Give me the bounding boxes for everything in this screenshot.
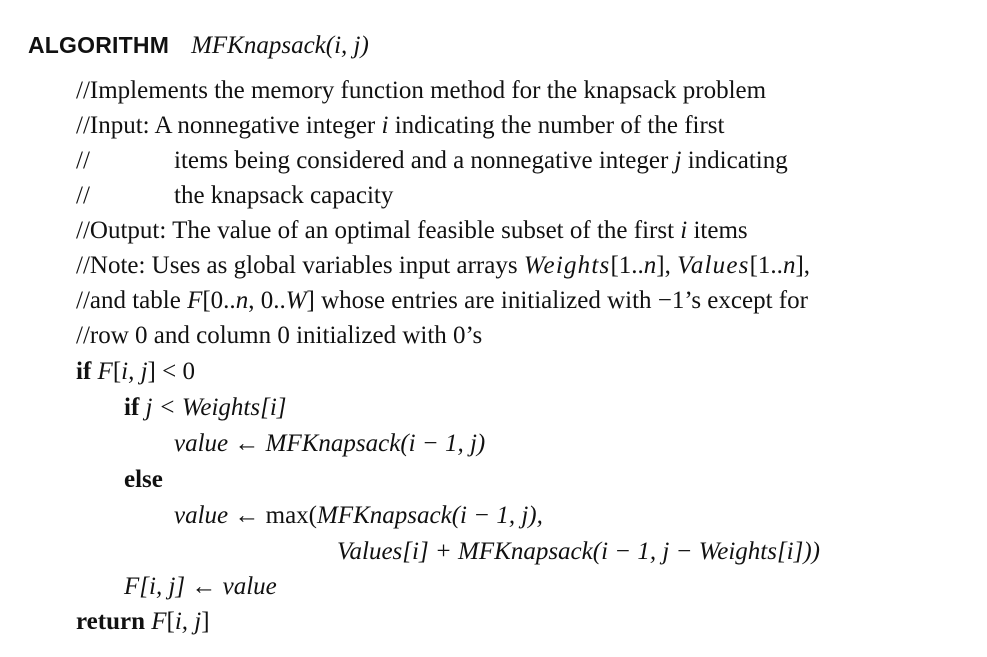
- comment-line-4: //: [76, 182, 90, 209]
- comment-line-6: //Note: Uses as global variables input arrays Weights[1..n], Values[1..n],: [76, 252, 811, 279]
- comment-line-7: //and table F[0..n, 0..W] whose entries are initialized with −1’s except for: [76, 287, 808, 314]
- comment-line-3: //: [76, 147, 90, 174]
- algorithm-header: [28, 30, 369, 61]
- code-if-outer: if F[i, j] < 0: [76, 358, 195, 385]
- code-assign-2-continuation: Values[i] + MFKnapsack(i − 1, j − Weights[i])): [337, 538, 820, 565]
- algorithm-keyword: ALGORITHM: [28, 32, 170, 58]
- comment-line-4-text: the knapsack capacity: [174, 182, 394, 209]
- code-else: else: [124, 466, 163, 493]
- comment-line-3-text: items being considered and a nonnegative integer j indicating: [174, 147, 788, 174]
- code-if-inner: if j < Weights[i]: [124, 394, 287, 421]
- comment-line-1: //Implements the memory function method for the knapsack problem: [76, 77, 767, 104]
- code-store: F[i, j] ← value: [124, 573, 277, 600]
- code-return: return F[i, j]: [76, 608, 210, 635]
- comment-line-2: //Input: A nonnegative integer i indicating the number of the first: [76, 112, 725, 139]
- code-assign-2: value ← max(MFKnapsack(i − 1, j),: [174, 502, 543, 529]
- comment-line-8: //row 0 and column 0 initialized with 0’s: [76, 322, 483, 349]
- code-assign-1: value ← MFKnapsack(i − 1, j): [174, 430, 486, 457]
- algorithm-signature: MFKnapsack(i, j): [191, 32, 369, 59]
- comment-line-5: //Output: The value of an optimal feasible subset of the first i items: [76, 217, 748, 244]
